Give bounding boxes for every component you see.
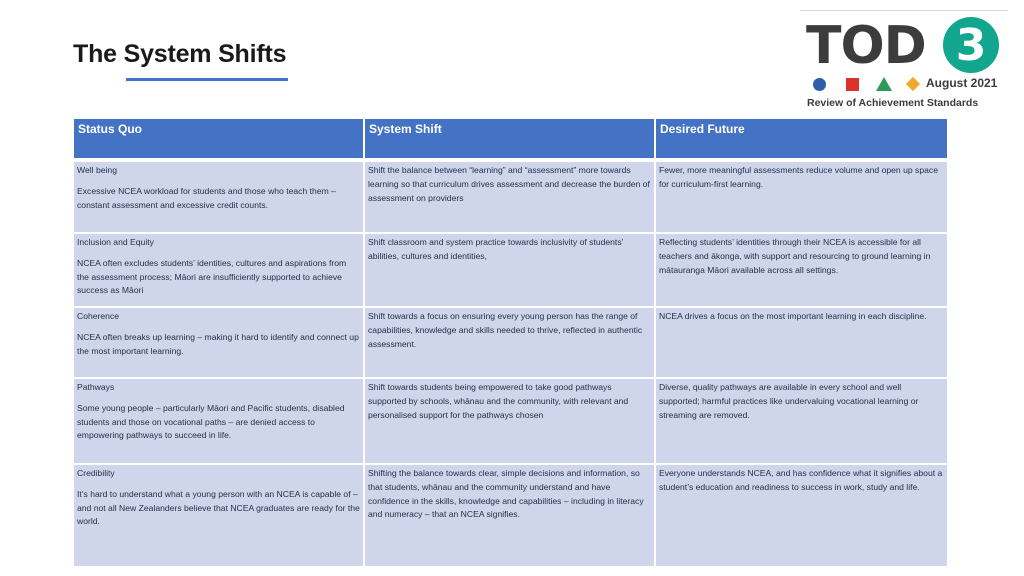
status-quo-cell bbox=[74, 465, 365, 566]
row-heading: Pathways bbox=[77, 382, 115, 392]
system-shift-text: Shift classroom and system practice towards inclusivity of students’ abilities, cultures and identities, bbox=[368, 237, 624, 261]
logo-subtitle: Review of Achievement Standards bbox=[807, 97, 979, 109]
status-quo-text: NCEA often breaks up learning – making it hard to identify and connect up the most important learning. bbox=[77, 331, 359, 356]
row-heading: Well being bbox=[77, 165, 117, 175]
system-shift-cell bbox=[365, 465, 656, 566]
desired-future-text: Fewer, more meaningful assessments reduce volume and open up space for curriculum-first learning. bbox=[659, 165, 938, 189]
logo-divider bbox=[800, 10, 1008, 11]
status-quo-text: It’s hard to understand what a young person with an NCEA is capable of – and not all New Zealanders believe that NCEA graduates are ready for the world. bbox=[77, 488, 360, 527]
table-row bbox=[74, 379, 947, 465]
logo-letters: TOD bbox=[806, 16, 926, 76]
system-shift-text: Shift towards a focus on ensuring every young person has the range of capabilities, knowledge and skills needed to thrive, reflected in authentic assessment. bbox=[368, 311, 643, 349]
status-quo-cell bbox=[74, 379, 365, 463]
system-shift-cell bbox=[365, 162, 656, 232]
system-shift-cell bbox=[365, 234, 656, 306]
desired-future-cell bbox=[656, 308, 947, 377]
system-shift-cell bbox=[365, 308, 656, 377]
row-heading: Coherence bbox=[77, 311, 120, 321]
header-desired-future: Desired Future bbox=[656, 119, 947, 158]
logo-date: August 2021 bbox=[926, 76, 998, 90]
table-row bbox=[74, 234, 947, 308]
status-quo-text: NCEA often excludes students' identities, cultures and aspirations from the assessment process; Māori are insufficiently supported to achieve success as Māori bbox=[77, 257, 347, 296]
status-quo-cell bbox=[74, 162, 365, 232]
desired-future-text: NCEA drives a focus on the most important learning in each discipline. bbox=[659, 311, 927, 321]
red-square-icon bbox=[846, 78, 859, 91]
header-system-shift: System Shift bbox=[365, 119, 656, 158]
logo-number-circle: 3 bbox=[943, 17, 999, 73]
desired-future-cell bbox=[656, 465, 947, 566]
row-heading: Credibility bbox=[77, 468, 115, 478]
status-quo-text: Excessive NCEA workload for students and those who teach them – constant assessment and excessive credit counts. bbox=[77, 185, 336, 210]
system-shift-text: Shift the balance between “learning” and “assessment” more towards learning so that curriculum drives assessment and decrease the burden of assessment on providers bbox=[368, 165, 650, 203]
green-triangle-icon bbox=[876, 77, 892, 91]
tod3-logo bbox=[800, 10, 1010, 112]
desired-future-text: Everyone understands NCEA, and has confidence what it signifies about a student’s education and readiness to success in work, study and life. bbox=[659, 468, 943, 492]
system-shift-text: Shifting the balance towards clear, simple decisions and information, so that students, whānau and the community understand and have confidence in the skills, knowledge and capabilities – including in literacy and numeracy – that an NCEA signifies. bbox=[368, 468, 644, 520]
desired-future-text: Diverse, quality pathways are available in every school and well supported; harmful practices like undervaluing vocational learning or streaming are removed. bbox=[659, 382, 919, 420]
page-title: The System Shifts bbox=[73, 40, 287, 68]
logo-shapes bbox=[813, 76, 933, 92]
system-shifts-table bbox=[74, 119, 947, 566]
table-row bbox=[74, 308, 947, 379]
table-header bbox=[74, 119, 947, 158]
status-quo-cell bbox=[74, 308, 365, 377]
system-shift-text: Shift towards students being empowered to take good pathways supported by schools, whānau and the community, with relevant and personalised support for the pathways chosen bbox=[368, 382, 629, 420]
table-row bbox=[74, 465, 947, 566]
title-underline bbox=[126, 78, 288, 81]
blue-circle-icon bbox=[813, 78, 826, 91]
status-quo-cell bbox=[74, 234, 365, 306]
desired-future-text: Reflecting students’ identities through their NCEA is accessible for all teachers and ākonga, with support and resourcing to ground learning in mātauranga Māori available across all settings. bbox=[659, 237, 931, 275]
desired-future-cell bbox=[656, 234, 947, 306]
desired-future-cell bbox=[656, 379, 947, 463]
header-status-quo: Status Quo bbox=[74, 119, 365, 158]
row-heading: Inclusion and Equity bbox=[77, 237, 154, 247]
table-row bbox=[74, 162, 947, 234]
system-shift-cell bbox=[365, 379, 656, 463]
orange-diamond-icon bbox=[906, 77, 920, 91]
status-quo-text: Some young people – particularly Māori and Pacific students, disabled students and those on vocational paths – are denied access to empowering pathways to succeed in life. bbox=[77, 402, 345, 441]
desired-future-cell bbox=[656, 162, 947, 232]
